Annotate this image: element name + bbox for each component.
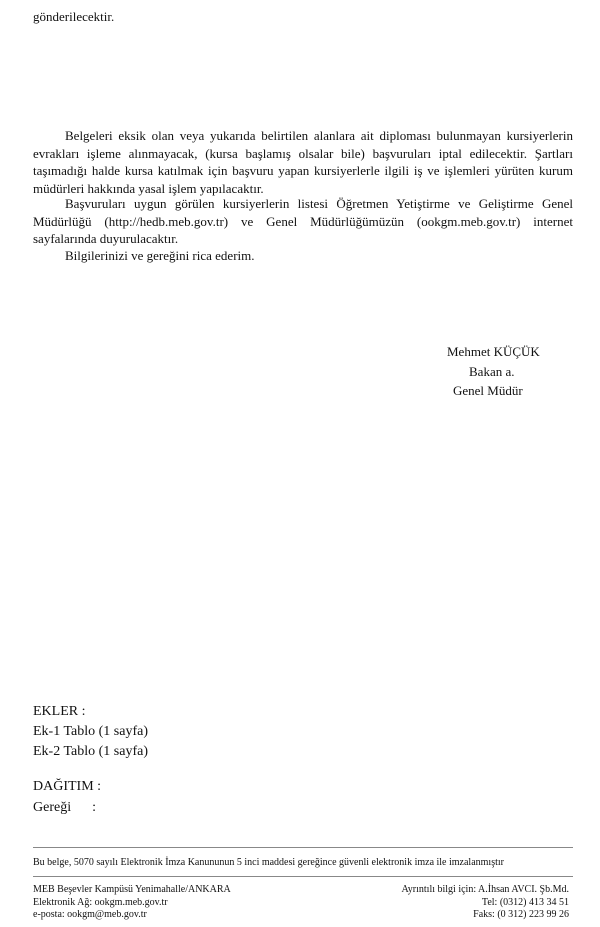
footer-phone: Tel: (0312) 413 34 51 (481, 896, 569, 908)
footer-contact-right (401, 884, 569, 922)
divider-line (33, 847, 573, 848)
distribution-section (33, 776, 101, 818)
footer-address: MEB Beşevler Kampüsü Yenimahalle/ANKARA (33, 884, 231, 895)
distribution-line: Gereği : (33, 800, 96, 815)
footer-contact-left (33, 884, 231, 922)
distribution-heading: DAĞITIM : (33, 779, 102, 794)
attachments-heading: EKLER : (33, 704, 86, 719)
attachment-item: Ek-2 Tablo (1 sayfa) (33, 744, 149, 759)
signer-title-1: Bakan a. (469, 363, 515, 379)
body-paragraph-2 (33, 195, 573, 248)
paragraph-text: Belgeleri eksik olan veya yukarıda belirtilen alanlara ait diploması bulunmayan kursiyerlerin evrakları işleme alınmayacak, (kursa başlamış olsalar bile) başvuruları iptal edilecektir. Şartları taşımadığı halde kursa katılmak için başvuru yapan kursiyerlerle ilgili iş ve işlemleri yürüten kurum müdürleri hakkında yasal işlem yapılacaktır. (33, 128, 573, 196)
body-paragraph-3 (33, 247, 573, 265)
attachments-section (33, 702, 148, 762)
divider-line (33, 876, 573, 877)
esign-note: Bu belge, 5070 sayılı Elektronik İmza Kanununun 5 inci maddesi gereğince güvenli elektronik imza ile imzalanmıştır (33, 857, 504, 868)
footer-contact-person: Ayrıntılı bilgi için: A.İhsan AVCI. Şb.Md. (401, 884, 569, 895)
paragraph-text: Bilgilerinizi ve gereğini rica ederim. (65, 248, 255, 263)
paragraph-text: Başvuruları uygun görülen kursiyerlerin listesi Öğretmen Yetiştirme ve Geliştirme Genel Müdürlüğü (http://hedb.meb.gov.tr) ve Genel Müdürlüğümüzün (ookgm.meb.gov.tr) internet sayfalarında duyurulacaktır. (33, 196, 573, 246)
footer-email: e-posta: ookgm@meb.gov.tr (33, 909, 147, 920)
signature-block (440, 342, 540, 401)
footer-website: Elektronik Ağ: ookgm.meb.gov.tr (33, 896, 168, 908)
attachment-item: Ek-1 Tablo (1 sayfa) (33, 724, 149, 739)
footer-fax: Faks: (0 312) 223 99 26 (473, 909, 569, 920)
signer-name: Mehmet KÜÇÜK (447, 344, 540, 359)
body-paragraph-1 (33, 127, 573, 197)
continued-text: gönderilecektir. (33, 9, 115, 24)
signer-title-2: Genel Müdür (453, 383, 523, 398)
